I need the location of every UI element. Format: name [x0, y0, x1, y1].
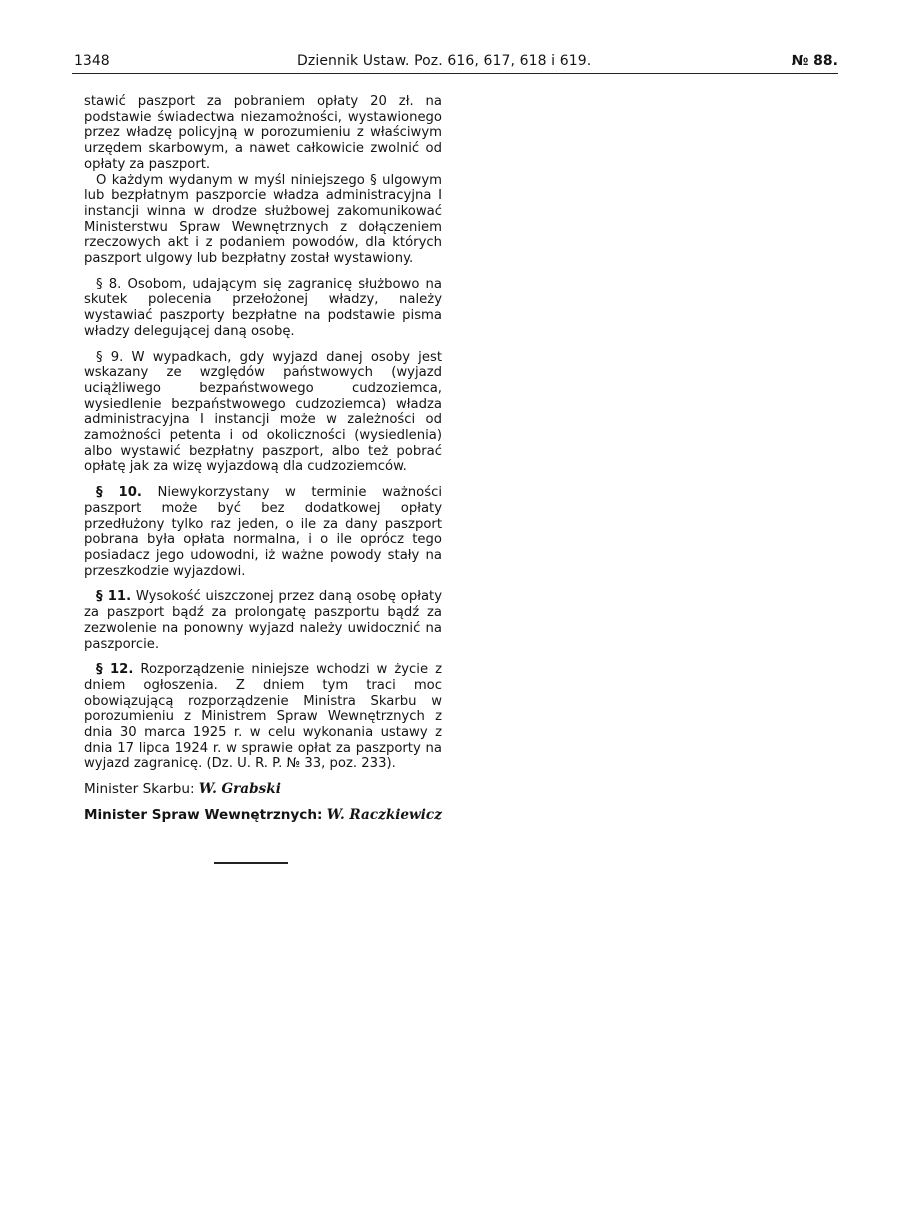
- issue-number: № 88.: [791, 53, 838, 69]
- end-rule: [214, 862, 288, 864]
- text-column: [84, 94, 442, 824]
- section-12: [84, 662, 442, 772]
- section-12-text: Rozporządzenie niniejsze wchodzi w życie z dniem ogłoszenia. Z dniem tym traci moc obowiązującą rozporządzenie Ministra Skarbu w porozumieniu z Ministrem Spraw Wewnętrznych z dnia 30 marca 1925 r. w celu wykonania ustawy z dnia 17 lipca 1924 r. w sprawie opłat za paszporty na wyjazd zagranicę. (Dz. U. R. P. № 33, poz. 233).: [84, 662, 443, 772]
- paragraph-continued: stawić paszport za pobraniem opłaty 20 zł. na podstawie świadectwa niezamożności, wystawionego przez władzę policyjną w porozumieniu z właściwym urzędem skarbowym, a nawet całkowicie zwolnić od opłaty za paszport.: [84, 94, 442, 172]
- section-8-text: Osobom, udającym się zagranicę służbowo na skutek polecenia przełożonej władzy, należy wystawiać paszporty bezpłatne na podstawie pisma władzy delegującej daną osobę.: [84, 276, 442, 339]
- section-9-text: W wypadkach, gdy wyjazd danej osoby jest wskazany ze względów państwowych (wyjazd uciążliwego bezpaństwowego cudzoziemca, wysiedlenie bezpaństwowego cudzoziemca) władza administracyjna I instancji może w zależności od zamożności petenta i od okoliczności (wysiedlenia) albo wystawić bezpłatny paszport, albo też pobrać opłatę jak za wizę wyjazdową dla cudzoziemców.: [84, 349, 442, 475]
- section-9: [84, 350, 442, 476]
- section-11-text: Wysokość uiszczonej przez daną osobę opłaty za paszport bądź za prolongatę paszportu bądź za zezwolenie na ponowny wyjazd należy uwidocznić na paszporcie.: [84, 589, 443, 652]
- running-title: Dziennik Ustaw. Poz. 616, 617, 618 i 619.: [297, 53, 592, 69]
- section-8: [84, 277, 442, 340]
- header-rule: [72, 73, 838, 74]
- section-10-text: Niewykorzystany w terminie ważności paszport może być bez dodatkowej opłaty przedłużony tylko raz jeden, o ile za dany paszport pobrana była opłata normalna, i o ile oprócz tego posiadacz jego udowodni, iż ważne powody stały na przeszkodzie wyjazdowi.: [84, 485, 442, 579]
- page-header: [70, 51, 838, 71]
- section-11: [84, 589, 442, 652]
- section-9-label: § 9.: [96, 349, 124, 365]
- section-10-label: § 10.: [96, 485, 142, 501]
- signature-interior-minister: [84, 806, 442, 824]
- section-11-label: § 11.: [96, 589, 132, 605]
- signature-role: Minister Skarbu:: [84, 781, 195, 798]
- signature-finance-minister: [84, 780, 442, 798]
- page-number: 1348: [74, 53, 110, 69]
- signature-name: W. Grabski: [198, 781, 281, 798]
- section-12-label: § 12.: [96, 662, 134, 678]
- paragraph-notification: O każdym wydanym w myśl niniejszego § ulgowym lub bezpłatnym paszporcie władza administracyjna I instancji winna w drodze służbowej zakomunikować Ministerstwu Spraw Wewnętrznych z dołączeniem rzeczowych akt i z podaniem powodów, dla których paszport ulgowy lub bezpłatny został wystawiony.: [84, 172, 442, 267]
- section-8-label: § 8.: [96, 276, 122, 292]
- signature-name: W. Raczkiewicz: [326, 807, 442, 824]
- section-10: [84, 485, 442, 579]
- signature-role: Minister Spraw Wewnętrznych:: [84, 807, 323, 824]
